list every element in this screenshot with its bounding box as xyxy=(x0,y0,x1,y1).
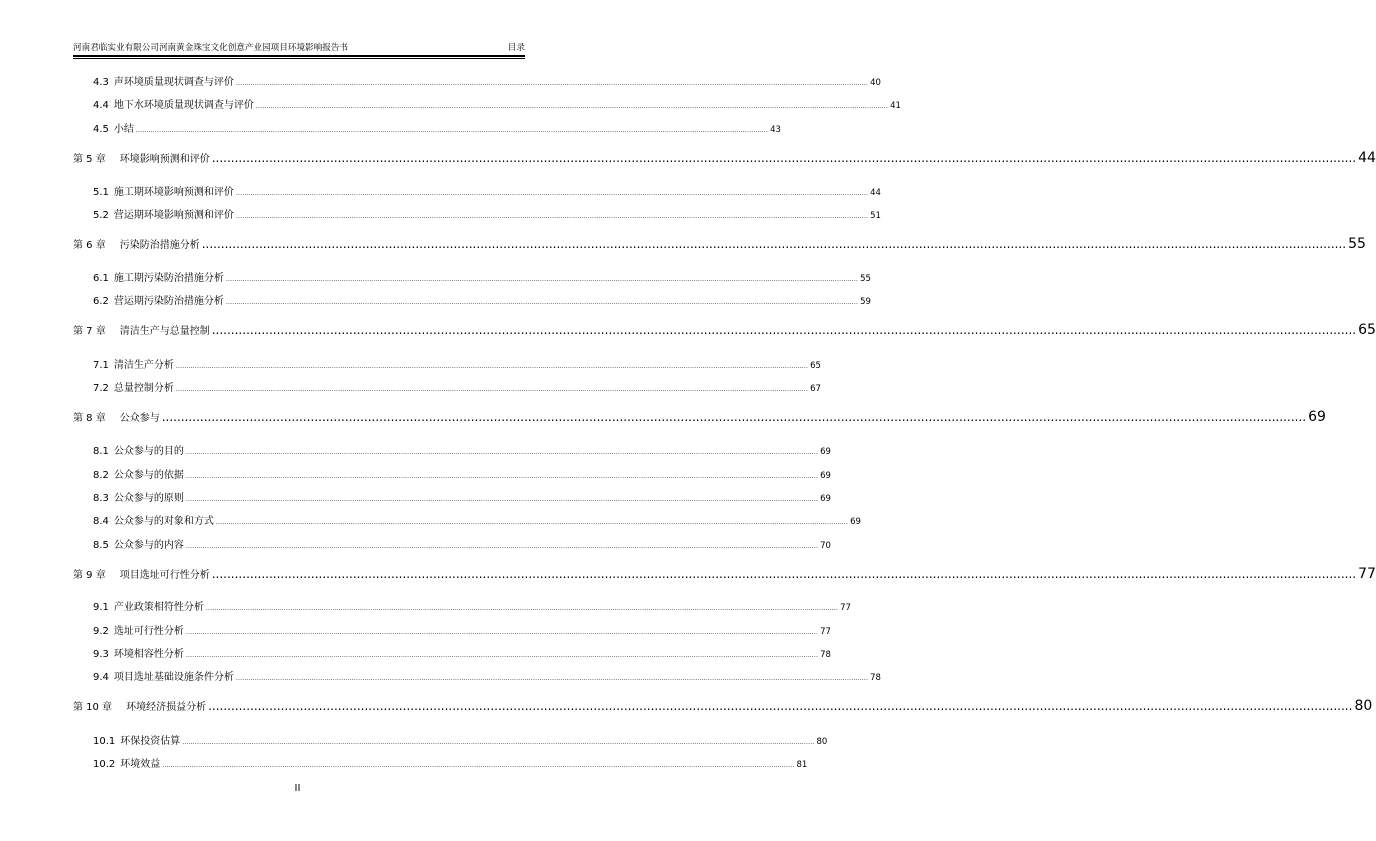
toc-entry-title: 环保投资估算 xyxy=(120,736,181,747)
toc-section-entry[interactable] xyxy=(93,379,821,394)
toc-section-entry[interactable] xyxy=(93,292,871,307)
dot-leader: ............................................................................................................................................................................................................................................................................................................ xyxy=(201,237,1347,251)
dot-leader: ............................................................................................................................................................................................................................................................................................................ xyxy=(255,103,889,110)
dot-leader: ............................................................................................................................................................................................................................................................................................................ xyxy=(211,323,1357,337)
toc-section-entry[interactable] xyxy=(93,536,831,551)
toc-entry-page: 77 xyxy=(820,627,831,637)
toc-entry-title: 环境相容性分析 xyxy=(113,649,184,660)
toc-entry-page: 80 xyxy=(1354,698,1373,714)
header-document-title: 河南君临实业有限公司河南黄金珠宝文化创意产业园项目环境影响报告书 xyxy=(73,43,349,53)
dot-leader: ............................................................................................................................................................................................................................................................................................................ xyxy=(185,652,819,659)
toc-entry-page: 55 xyxy=(860,274,871,284)
toc-entry-title: 营运期环境影响预测和评价 xyxy=(113,210,234,221)
toc-entry-number: 6.1 xyxy=(93,273,109,284)
toc-chapter-entry[interactable] xyxy=(73,698,1373,714)
toc-entry-page: 81 xyxy=(796,760,808,770)
toc-entry-page: 44 xyxy=(870,188,881,198)
toc-entry-page: 77 xyxy=(840,603,851,613)
toc-section-entry[interactable] xyxy=(93,622,831,637)
toc-entry-title: 总量控制分析 xyxy=(113,383,174,394)
dot-leader: ............................................................................................................................................................................................................................................................................................................ xyxy=(235,80,869,87)
toc-entry-page: 77 xyxy=(1358,566,1376,582)
header-section-label: 目录 xyxy=(507,43,525,53)
toc-entry-number: 第 6 章 xyxy=(73,240,106,251)
toc-section-entry[interactable] xyxy=(93,96,901,111)
toc-entry-title: 环境效益 xyxy=(120,759,161,770)
dot-leader: ............................................................................................................................................................................................................................................................................................................ xyxy=(185,629,819,636)
toc-entry-title: 环境影响预测和评价 xyxy=(119,154,210,165)
dot-leader: ............................................................................................................................................................................................................................................................................................................ xyxy=(235,213,869,220)
toc-section-entry[interactable] xyxy=(93,598,851,613)
toc-entry-page: 80 xyxy=(816,737,828,747)
toc-section-entry[interactable] xyxy=(93,732,828,747)
dot-leader: ............................................................................................................................................................................................................................................................................................................ xyxy=(185,449,819,456)
dot-leader: ............................................................................................................................................................................................................................................................................................................ xyxy=(211,151,1357,165)
toc-entry-title: 公众参与的内容 xyxy=(113,540,184,551)
toc-section-entry[interactable] xyxy=(93,206,881,221)
toc-entry-page: 51 xyxy=(870,211,881,221)
page-number: II xyxy=(294,783,301,794)
dot-leader: ............................................................................................................................................................................................................................................................................................................ xyxy=(185,496,819,503)
toc-entry-title: 清洁生产分析 xyxy=(113,360,174,371)
toc-entry-page: 69 xyxy=(1308,409,1326,425)
toc-entry-page: 65 xyxy=(1358,322,1376,338)
toc-entry-number: 9.3 xyxy=(93,649,109,660)
dot-leader: ............................................................................................................................................................................................................................................................................................................ xyxy=(175,386,809,393)
toc-entry-title: 小结 xyxy=(113,124,134,135)
toc-entry-page: 41 xyxy=(890,101,901,111)
toc-entry-title: 公众参与 xyxy=(119,413,160,424)
toc-entry-page: 59 xyxy=(860,297,871,307)
toc-chapter-entry[interactable] xyxy=(73,409,1326,425)
toc-entry-title: 公众参与的目的 xyxy=(113,446,184,457)
toc-chapter-entry[interactable] xyxy=(73,150,1376,166)
toc-entry-number: 4.3 xyxy=(93,77,109,88)
dot-leader: ............................................................................................................................................................................................................................................................................................................ xyxy=(162,762,795,769)
toc-entry-title: 营运期污染防治措施分析 xyxy=(113,296,224,307)
dot-leader: ............................................................................................................................................................................................................................................................................................................ xyxy=(185,473,819,480)
dot-leader: ............................................................................................................................................................................................................................................................................................................ xyxy=(235,190,869,197)
toc-entry-page: 44 xyxy=(1358,150,1376,166)
toc-chapter-entry[interactable] xyxy=(73,236,1366,252)
toc-entry-title: 环境经济损益分析 xyxy=(126,702,207,713)
dot-leader: ............................................................................................................................................................................................................................................................................................................ xyxy=(135,127,769,134)
toc-entry-page: 78 xyxy=(820,650,831,660)
toc-entry-number: 9.2 xyxy=(93,626,109,637)
toc-entry-title: 项目选址可行性分析 xyxy=(119,570,210,581)
toc-entry-number: 第 7 章 xyxy=(73,326,106,337)
toc-entry-number: 9.4 xyxy=(93,672,109,683)
header-rule-thick xyxy=(73,55,525,57)
dot-leader: ............................................................................................................................................................................................................................................................................................................ xyxy=(161,410,1307,424)
toc-entry-number: 8.1 xyxy=(93,446,109,457)
dot-leader: ............................................................................................................................................................................................................................................................................................................ xyxy=(182,739,815,746)
dot-leader: ............................................................................................................................................................................................................................................................................................................ xyxy=(215,519,849,526)
toc-entry-page: 69 xyxy=(820,447,831,457)
toc-entry-page: 69 xyxy=(850,517,861,527)
toc-section-entry[interactable] xyxy=(93,645,831,660)
toc-entry-page: 69 xyxy=(820,471,831,481)
dot-leader: ............................................................................................................................................................................................................................................................................................................ xyxy=(225,276,859,283)
toc-entry-page: 55 xyxy=(1348,236,1366,252)
toc-entry-page: 69 xyxy=(820,494,831,504)
dot-leader: ............................................................................................................................................................................................................................................................................................................ xyxy=(225,299,859,306)
page-header xyxy=(73,41,525,55)
toc-section-entry[interactable] xyxy=(93,489,831,504)
toc-section-entry[interactable] xyxy=(93,512,861,527)
toc-entry-title: 施工期污染防治措施分析 xyxy=(113,273,224,284)
toc-entry-number: 5.1 xyxy=(93,187,109,198)
toc-entry-page: 40 xyxy=(870,78,881,88)
toc-entry-number: 7.2 xyxy=(93,383,109,394)
dot-leader: ............................................................................................................................................................................................................................................................................................................ xyxy=(211,567,1357,581)
toc-entry-number: 10.2 xyxy=(93,759,116,770)
toc-entry-page: 67 xyxy=(810,384,821,394)
toc-entry-number: 第 9 章 xyxy=(73,570,106,581)
toc-section-entry[interactable] xyxy=(93,120,781,135)
toc-entry-number: 8.5 xyxy=(93,540,109,551)
toc-entry-number: 第 8 章 xyxy=(73,413,106,424)
toc-entry-page: 43 xyxy=(770,125,781,135)
dot-leader: ............................................................................................................................................................................................................................................................................................................ xyxy=(185,543,819,550)
toc-entry-title: 产业政策相符性分析 xyxy=(113,602,204,613)
toc-entry-title: 项目选址基础设施条件分析 xyxy=(113,672,234,683)
dot-leader: ............................................................................................................................................................................................................................................................................................................ xyxy=(208,699,1353,713)
header-rule-thin xyxy=(73,58,525,59)
toc-entry-number: 第 5 章 xyxy=(73,154,106,165)
toc-entry-number: 7.1 xyxy=(93,360,109,371)
toc-section-entry[interactable] xyxy=(93,356,821,371)
toc-entry-page: 70 xyxy=(820,541,831,551)
toc-section-entry[interactable] xyxy=(93,668,881,683)
toc-entry-title: 施工期环境影响预测和评价 xyxy=(113,187,234,198)
toc-entry-number: 10.1 xyxy=(93,736,116,747)
toc-section-entry[interactable] xyxy=(93,183,881,198)
toc-entry-number: 4.5 xyxy=(93,124,109,135)
toc-entry-title: 污染防治措施分析 xyxy=(119,240,200,251)
dot-leader: ............................................................................................................................................................................................................................................................................................................ xyxy=(235,675,869,682)
toc-entry-title: 公众参与的原则 xyxy=(113,493,184,504)
toc-section-entry[interactable] xyxy=(93,73,881,88)
toc-entry-title: 公众参与的对象和方式 xyxy=(113,516,214,527)
toc-entry-title: 清洁生产与总量控制 xyxy=(119,326,210,337)
toc-section-entry[interactable] xyxy=(93,755,808,770)
toc-entry-title: 公众参与的依据 xyxy=(113,470,184,481)
toc-section-entry[interactable] xyxy=(93,269,871,284)
toc-chapter-entry[interactable] xyxy=(73,566,1376,582)
toc-entry-title: 选址可行性分析 xyxy=(113,626,184,637)
toc-entry-number: 6.2 xyxy=(93,296,109,307)
toc-section-entry[interactable] xyxy=(93,442,831,457)
toc-entry-title: 地下水环境质量现状调查与评价 xyxy=(113,100,254,111)
toc-entry-number: 第 10 章 xyxy=(73,702,113,713)
toc-entry-title: 声环境质量现状调查与评价 xyxy=(113,77,234,88)
toc-entry-page: 78 xyxy=(870,673,881,683)
toc-section-entry[interactable] xyxy=(93,466,831,481)
dot-leader: ............................................................................................................................................................................................................................................................................................................ xyxy=(175,363,809,370)
toc-entry-number: 5.2 xyxy=(93,210,109,221)
toc-entry-number: 4.4 xyxy=(93,100,109,111)
toc-entry-number: 8.4 xyxy=(93,516,109,527)
toc-entry-number: 8.2 xyxy=(93,470,109,481)
toc-entry-number: 8.3 xyxy=(93,493,109,504)
toc-entry-number: 9.1 xyxy=(93,602,109,613)
toc-entry-page: 65 xyxy=(810,361,821,371)
toc-chapter-entry[interactable] xyxy=(73,322,1376,338)
dot-leader: ............................................................................................................................................................................................................................................................................................................ xyxy=(205,605,839,612)
